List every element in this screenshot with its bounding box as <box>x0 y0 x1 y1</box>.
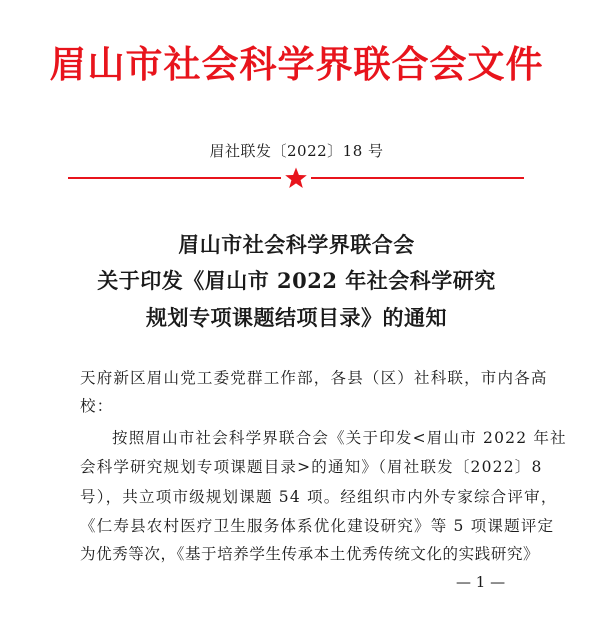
title-line-1: 眉山市社会科学界联合会 <box>178 232 415 257</box>
page-number: — 1 — <box>456 573 506 591</box>
masthead-title: 眉山市社会科学界联合会文件 <box>49 42 544 86</box>
red-rule-right <box>311 177 524 179</box>
body-text-line: 号），共立项市级规划课题 54 项。经组织市内外专家综合评审， <box>80 488 558 506</box>
body-text-line: 天府新区眉山党工委党群工作部，各县（区）社科联，市内各高 <box>80 369 548 387</box>
star-icon <box>284 166 308 190</box>
document-number: 眉社联发〔2022〕18 号 <box>209 142 384 160</box>
body-text-line: 校： <box>80 397 114 415</box>
body-text-line: 按照眉山市社会科学界联合会《关于印发<眉山市 2022 年社 <box>112 429 567 447</box>
red-rule-left <box>68 177 281 179</box>
body-text-line: 为优秀等次，《基于培养学生传承本土优秀传统文化的实践研究》 <box>80 545 540 563</box>
body-text-line: 《仁寿县农村医疗卫生服务体系优化建设研究》等 5 项课题评定 <box>80 517 555 535</box>
body-text-line: 会科学研究规划专项课题目录>的通知》（眉社联发〔2022〕8 <box>80 458 543 476</box>
title-line-2: 关于印发《眉山市 2022 年社会科学研究 <box>97 268 496 293</box>
title-line-3: 规划专项课题结项目录》的通知 <box>146 305 447 330</box>
